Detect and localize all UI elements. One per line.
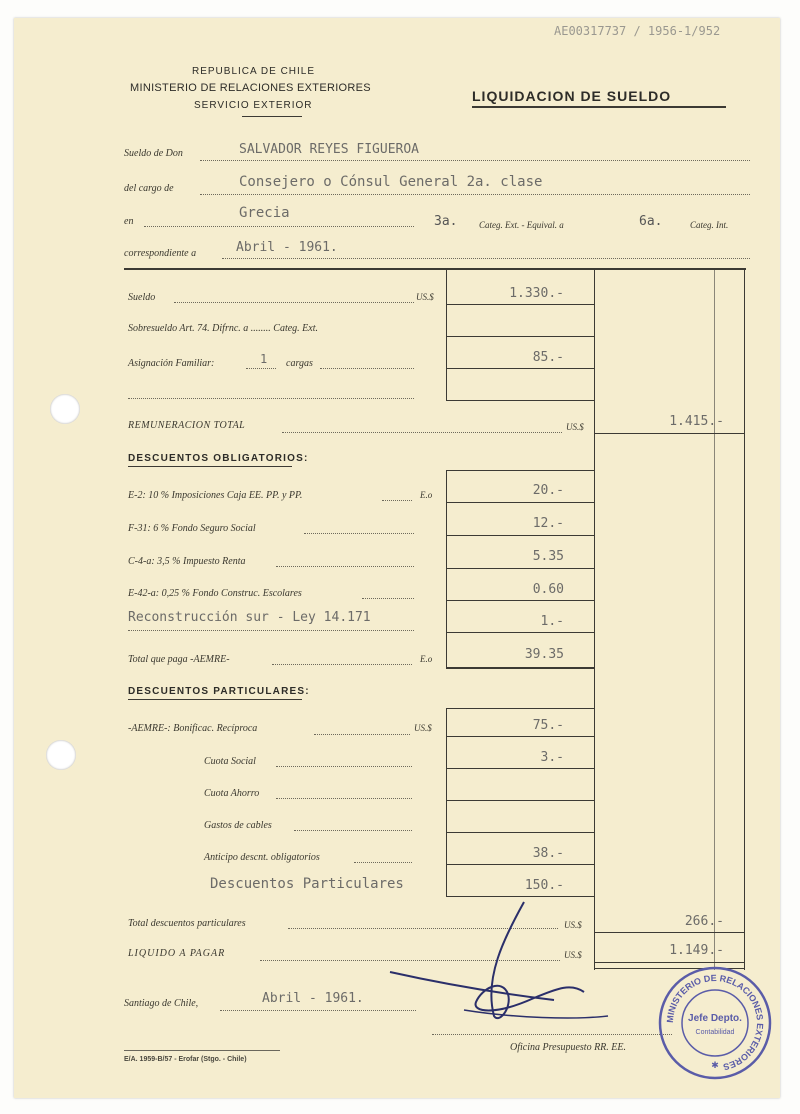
table-top-rule xyxy=(124,268,746,270)
net-pay-label: LIQUIDO A PAGAR xyxy=(128,948,226,959)
mandatory-total-amount: 39.35 xyxy=(524,647,564,662)
deduction-row-5-label: Reconstrucción sur - Ley 14.171 xyxy=(128,610,371,625)
place-label: Santiago de Chile, xyxy=(124,998,199,1009)
header-republic: REPUBLICA DE CHILE xyxy=(192,66,316,77)
private-row-4-amount: 38.- xyxy=(532,846,564,861)
salary-currency: US.$ xyxy=(416,292,434,302)
private-total-currency: US.$ xyxy=(564,920,582,930)
handwritten-signature xyxy=(384,898,614,1028)
deduction-row-4-label: E-42-a: 0,25 % Fondo Construc. Escolares xyxy=(128,588,302,599)
deduction-row-3-label: C-4-a: 3,5 % Impuesto Renta xyxy=(128,556,246,567)
stamp-center-line-2: Contabilidad xyxy=(695,1029,735,1036)
stamp-center-line-1: Jefe Depto. xyxy=(688,1013,742,1024)
salary-label: Sueldo xyxy=(128,292,156,303)
form-title: LIQUIDACION DE SUELDO xyxy=(472,88,672,104)
deduction-row-1-amount: 20.- xyxy=(532,483,564,498)
private-row-3-label: Gastos de cables xyxy=(204,820,272,831)
deduction-row-2-amount: 12.- xyxy=(532,516,564,531)
svg-text:✱: ✱ xyxy=(711,1061,719,1071)
family-allowance-amount: 85.- xyxy=(532,350,564,365)
signature-caption: Oficina Presupuesto RR. EE. xyxy=(510,1042,626,1053)
deduction-row-4-amount: 0.60 xyxy=(532,582,564,597)
deduction-row-1-currency: E.o xyxy=(420,490,433,500)
aemre-reciprocal-amount: 75.- xyxy=(532,718,564,733)
family-allowance-unit: cargas xyxy=(286,358,313,369)
header-service: SERVICIO EXTERIOR xyxy=(194,100,313,111)
private-row-5-label: Descuentos Particulares xyxy=(210,876,404,892)
private-row-5-amount: 150.- xyxy=(524,878,564,893)
total-pay-amount: 1.415.- xyxy=(669,414,724,429)
private-row-1-amount: 3.- xyxy=(540,750,564,765)
payslip-sheet xyxy=(14,18,780,1098)
mandatory-deductions-title: DESCUENTOS OBLIGATORIOS: xyxy=(128,453,309,464)
ministry-stamp xyxy=(656,964,774,1082)
aemre-reciprocal-currency: US.$ xyxy=(414,723,432,733)
ext-category-value: 3a. xyxy=(434,214,458,229)
mandatory-total-label: Total que paga -AEMRE- xyxy=(128,654,230,665)
deduction-row-2-label: F-31: 6 % Fondo Seguro Social xyxy=(128,523,256,534)
location-value: Grecia xyxy=(239,205,290,221)
net-pay-currency: US.$ xyxy=(564,950,582,960)
private-total-label: Total descuentos particulares xyxy=(128,918,246,929)
net-pay-amount: 1.149.- xyxy=(669,943,724,958)
total-pay-label: REMUNERACION TOTAL xyxy=(128,420,246,431)
int-category-value: 6a. xyxy=(639,214,663,229)
stamp-ring-text: MINISTERIO DE RELACIONES EXTERIORES xyxy=(664,972,766,1073)
deduction-row-3-amount: 5.35 xyxy=(532,549,564,564)
position-value: Consejero o Cónsul General 2a. clase xyxy=(239,174,543,190)
punch-hole-top xyxy=(50,394,80,424)
family-allowance-count: 1 xyxy=(260,352,268,366)
family-allowance-label: Asignación Familiar: xyxy=(128,358,215,369)
ext-category-label: Categ. Ext. - Equival. a xyxy=(479,220,564,230)
private-row-2-label: Cuota Ahorro xyxy=(204,788,260,799)
overtime-label: Sobresueldo Art. 74. Difrnc. a ........ Categ. Ext. xyxy=(128,323,318,334)
period-label: correspondiente a xyxy=(124,248,197,259)
aemre-reciprocal-label: -AEMRE-: Bonificac. Recíproca xyxy=(128,723,258,734)
private-row-1-label: Cuota Social xyxy=(204,756,256,767)
private-row-4-label: Anticipo descnt. obligatorios xyxy=(204,852,320,863)
period-value: Abril - 1961. xyxy=(236,240,338,255)
mandatory-total-currency: E.o xyxy=(420,654,433,664)
employee-name: SALVADOR REYES FIGUEROA xyxy=(239,142,420,157)
salary-amount: 1.330.- xyxy=(509,286,564,301)
deduction-row-5-amount: 1.- xyxy=(540,614,564,629)
cargo-label: del cargo de xyxy=(124,183,174,194)
header-ministry: MINISTERIO DE RELACIONES EXTERIORES xyxy=(130,82,371,94)
punch-hole-bottom xyxy=(46,740,76,770)
deduction-row-1-label: E-2: 10 % Imposiciones Caja EE. PP. y PP. xyxy=(128,490,303,501)
place-date-value: Abril - 1961. xyxy=(262,991,364,1006)
location-label: en xyxy=(124,216,134,227)
archive-reference: AE00317737 / 1956-1/952 xyxy=(554,24,721,38)
print-imprint: E/A. 1959-B/57 - Erofar (Stgo. - Chile) xyxy=(124,1056,247,1063)
sueldo-de-label: Sueldo de Don xyxy=(124,148,183,159)
int-category-label: Categ. Int. xyxy=(690,220,729,230)
private-total-amount: 266.- xyxy=(684,914,724,929)
total-pay-currency: US.$ xyxy=(566,422,584,432)
private-deductions-title: DESCUENTOS PARTICULARES: xyxy=(128,686,310,697)
